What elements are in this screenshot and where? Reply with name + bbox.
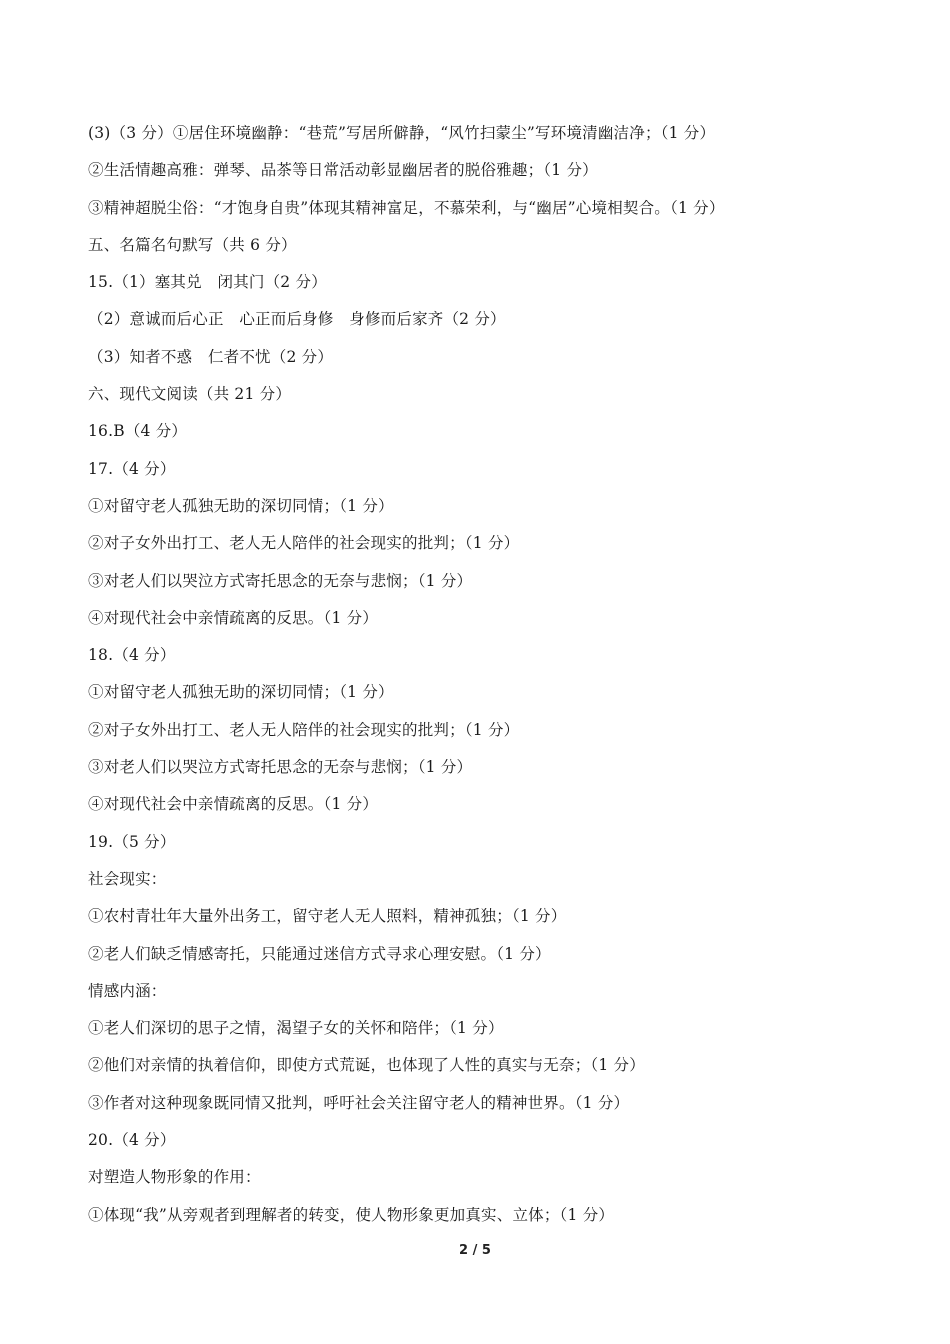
text-line: ①老人们深切的思子之情，渴望子女的关怀和陪伴；（1 分） (88, 1019, 504, 1038)
text-line: ②对子女外出打工、老人无人陪伴的社会现实的批判；（1 分） (88, 534, 520, 553)
question-number: 18.（4 分） (88, 646, 176, 665)
text-line: (3)（3 分）①居住环境幽静：“巷荒”写居所僻静，“风竹扫蒙尘”写环境清幽洁净；（1 分） (88, 124, 716, 142)
page-number: 2 / 5 (459, 1243, 491, 1258)
text-line: 15.（1）塞其兑 闭其门（2 分） (88, 273, 327, 292)
text-line: ②对子女外出打工、老人无人陪伴的社会现实的批判；（1 分） (88, 720, 520, 739)
section-heading: 五、名篇名句默写（共 6 分） (88, 235, 297, 254)
subheading: 对塑造人物形象的作用： (88, 1168, 261, 1187)
text-line: ④对现代社会中亲情疏离的反思。（1 分） (88, 608, 379, 627)
text-line: ③精神超脱尘俗：“才饱身自贵”体现其精神富足，不慕荣利，与“幽居”心境相契合。（1 分） (88, 198, 725, 217)
question-number: 20.（4 分） (88, 1131, 176, 1150)
text-line: ④对现代社会中亲情疏离的反思。（1 分） (88, 795, 379, 814)
subheading: 情感内涵： (88, 981, 167, 1000)
text-line: ①对留守老人孤独无助的深切同情；（1 分） (88, 496, 394, 515)
text-line: （2）意诚而后心正 心正而后身修 身修而后家齐（2 分） (88, 310, 506, 329)
text-line: ③对老人们以哭泣方式寄托思念的无奈与悲悯；（1 分） (88, 758, 473, 777)
subheading: 社会现实： (88, 869, 167, 888)
text-line: ①农村青壮年大量外出务工，留守老人无人照料，精神孤独；（1 分） (88, 907, 567, 926)
text-line: ①对留守老人孤独无助的深切同情；（1 分） (88, 683, 394, 702)
question-number: 16.B（4 分） (88, 422, 188, 441)
section-heading: 六、现代文阅读（共 21 分） (88, 385, 292, 404)
text-line: ②老人们缺乏情感寄托，只能通过迷信方式寻求心理安慰。（1 分） (88, 944, 551, 963)
answer-text-block (88, 120, 888, 1239)
question-number: 17.（4 分） (88, 459, 176, 478)
question-number: 19.（5 分） (88, 832, 176, 851)
text-line: ③对老人们以哭泣方式寄托思念的无奈与悲悯；（1 分） (88, 571, 473, 590)
text-line: ②生活情趣高雅：弹琴、品茶等日常活动彰显幽居者的脱俗雅趣；（1 分） (88, 161, 598, 180)
text-line: ①体现“我”从旁观者到理解者的转变，使人物形象更加真实、立体；（1 分） (88, 1205, 615, 1224)
text-line: （3）知者不惑 仁者不忧（2 分） (88, 347, 334, 366)
text-line: ②他们对亲情的执着信仰，即使方式荒诞，也体现了人性的真实与无奈；（1 分） (88, 1056, 645, 1075)
text-line: ③作者对这种现象既同情又批判，呼吁社会关注留守老人的精神世界。（1 分） (88, 1093, 630, 1112)
